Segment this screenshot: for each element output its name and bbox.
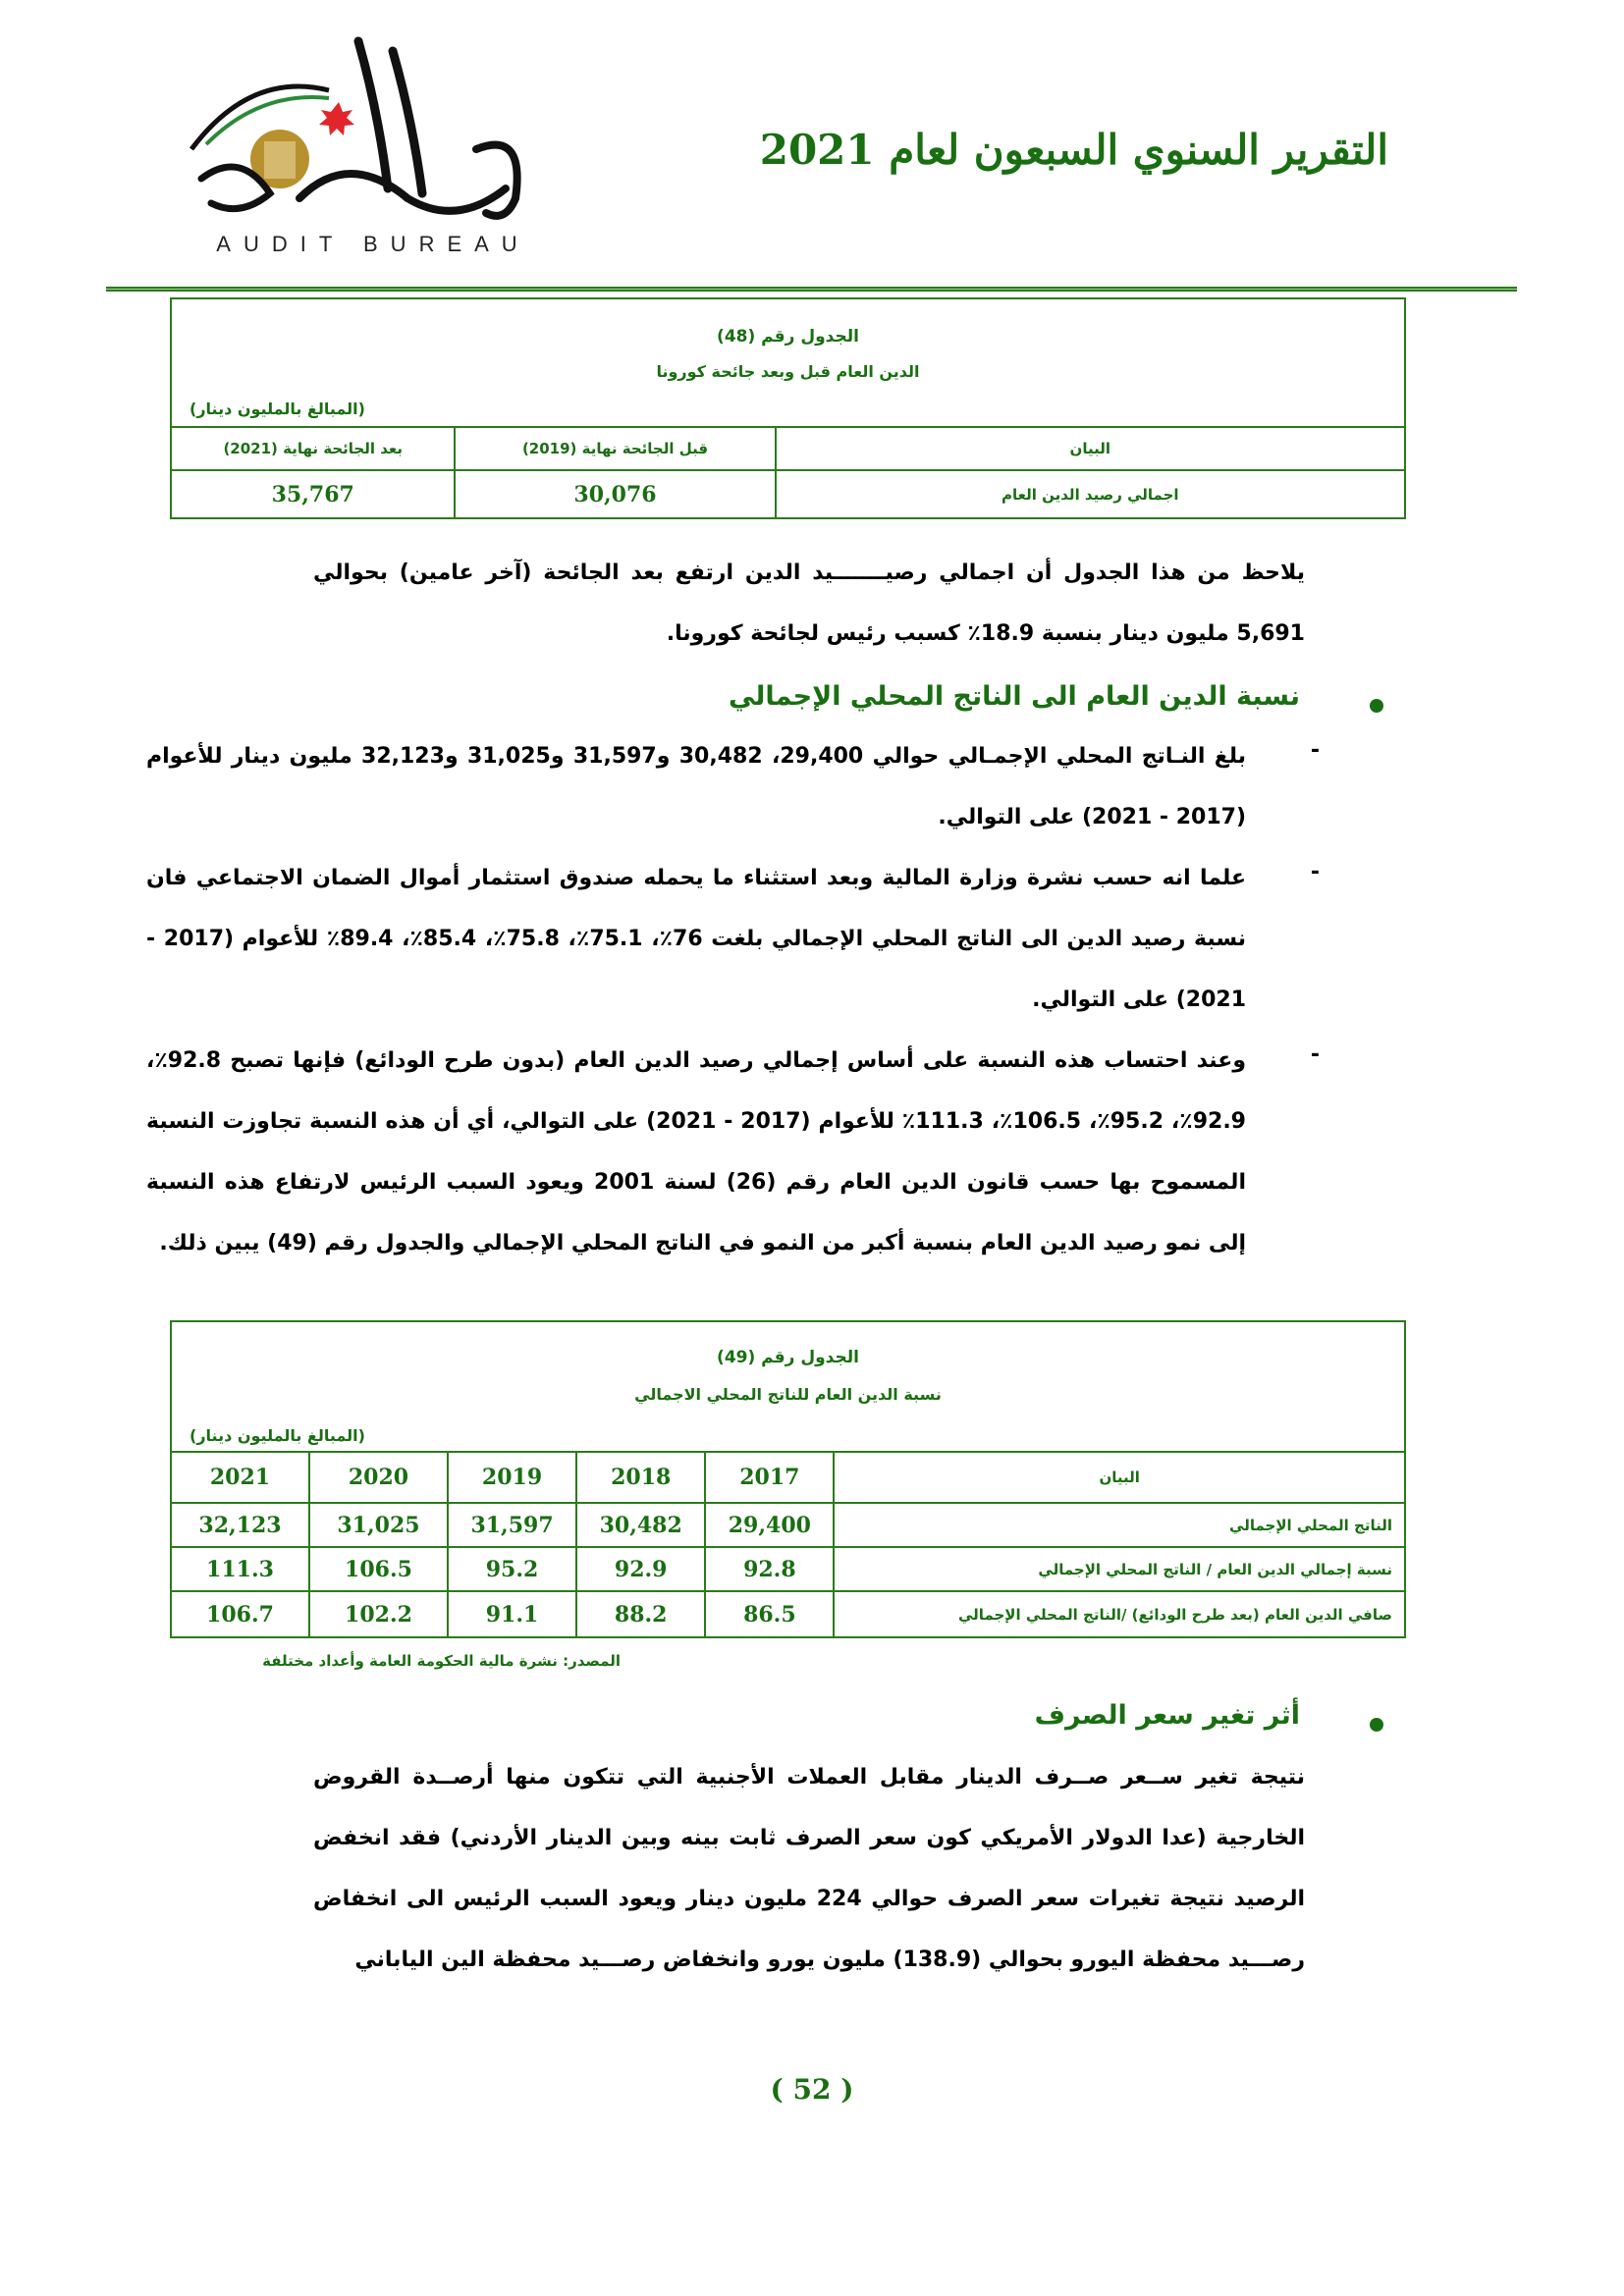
- table-49-col-2018: 2018: [576, 1452, 705, 1503]
- paragraph-exchange-rate: نتيجة تغير ســعر صــرف الدينار مقابل العملات الأجنبية التي تتكون منها أرصــدة القروض الخارجية (عدا الدولار الأمريكي كون سعر الصرف ثابت بينه وبين الدينار الأردني) فقد انخفض الرصيد نتيجة تغيرات سعر الصرف حوالي 224 مليون دينار ويعود السبب الرئيس الى انخفاض رصـــيد محفظة اليورو بحوالي (138.9) مليون يورو وانخفاض رصـــيد محفظة الين الياباني: [313, 1765, 1305, 1972]
- row-label: صافي الدين العام (بعد طرح الودائع) /الناتج المحلي الإجمالي: [834, 1591, 1405, 1637]
- table-49-unit: (المبالغ بالمليون دينار): [189, 1426, 365, 1445]
- dash-icon: -: [1310, 860, 1320, 884]
- cell-value: 30,482: [576, 1503, 705, 1547]
- cell-value: 106.5: [309, 1547, 448, 1591]
- list-item: وعند احتساب هذه النسبة على أساس إجمالي رصيد الدين العام (بدون طرح الودائع) فإنها تصبح 92.8٪، 92.9٪، 95.2٪، 106.5٪، 111.3٪ للأعوام (2017 - 2021) على التوالي، أي أن هذه النسبة تجاوزت النسبة المسموح بها حسب قانون الدين العام رقم (26) لسنة 2001 ويعود السبب الرئيس لارتفاع هذه النسبة إلى نمو رصيد الدين العام بنسبة أكبر من النمو في الناتج المحلي الإجمالي والجدول رقم (49) يبين ذلك.: [146, 1048, 1246, 1255]
- report-title: التقرير السنوي السبعون لعام 2021: [759, 126, 1388, 174]
- section-heading-exchange-rate: أثر تغير سعر الصرف: [1034, 1700, 1300, 1731]
- table-48: [170, 297, 1406, 519]
- table-49-col-2017: 2017: [705, 1452, 834, 1503]
- bullet-icon: [1370, 699, 1383, 713]
- table-49-header-row: [171, 1452, 1405, 1503]
- table-49-number: الجدول رقم (49): [717, 1348, 859, 1367]
- table-48-col-label: البيان: [776, 427, 1405, 470]
- cell-value: 95.2: [448, 1547, 576, 1591]
- list-item: علما انه حسب نشرة وزارة المالية وبعد استثناء ما يحمله صندوق استثمار أموال الضمان الاجتماعي فان نسبة رصيد الدين الى الناتج المحلي الإجمالي بلغت 76٪، 75.1٪، 75.8٪، 85.4٪، 89.4٪ للأعوام (2017 - 2021) على التوالي.: [146, 866, 1246, 1012]
- table-48-col-2019: قبل الجائحة نهاية (2019): [455, 427, 775, 470]
- table-48-col-2021: بعد الجائحة نهاية (2021): [171, 427, 455, 470]
- list-item: بلغ النـاتج المحلي الإجمـالي حوالي 29,400، 30,482 و31,597 و31,025 و32,123 مليون دينار للأعوام (2017 - 2021) على التوالي.: [146, 744, 1246, 829]
- table-49: [170, 1320, 1406, 1638]
- section-heading-debt-gdp: نسبة الدين العام الى الناتج المحلي الإجمالي: [728, 681, 1300, 712]
- cell-value: 30,076: [455, 470, 775, 518]
- cell-value: 106.7: [171, 1591, 309, 1637]
- table-49-col-2021: 2021: [171, 1452, 309, 1503]
- table-49-caption: [171, 1321, 1405, 1452]
- cell-value: 29,400: [705, 1503, 834, 1547]
- header-divider: [106, 287, 1517, 292]
- cell-value: 35,767: [171, 470, 455, 518]
- cell-value: 102.2: [309, 1591, 448, 1637]
- paragraph-debt-increase: يلاحظ من هذا الجدول أن اجمالي رصيـــــــيد الدين ارتفع بعد الجائحة (آخر عامين) بحوالي 5,691 مليون دينار بنسبة 18.9٪ كسبب رئيس لجائحة كورونا.: [313, 561, 1305, 646]
- dash-icon: -: [1310, 738, 1320, 763]
- dash-icon: -: [1310, 1042, 1320, 1067]
- audit-bureau-logo: [182, 31, 565, 257]
- cell-value: 91.1: [448, 1591, 576, 1637]
- cell-value: 31,597: [448, 1503, 576, 1547]
- page-number: ( 52 ): [770, 2073, 854, 2106]
- row-label: نسبة إجمالي الدين العام / الناتج المحلي الإجمالي: [834, 1547, 1405, 1591]
- table-49-source: المصدر: نشرة مالية الحكومة العامة وأعداد مختلفة: [262, 1652, 621, 1670]
- table-row: [171, 470, 1405, 518]
- cell-value: 92.8: [705, 1547, 834, 1591]
- cell-value: 31,025: [309, 1503, 448, 1547]
- table-49-col-2019: 2019: [448, 1452, 576, 1503]
- table-48-title: الدين العام قبل وبعد جائحة كورونا: [656, 362, 920, 381]
- table-row: [171, 1547, 1405, 1591]
- cell-value: 86.5: [705, 1591, 834, 1637]
- row-label: اجمالي رصيد الدين العام: [776, 470, 1405, 518]
- bullet-icon: [1370, 1718, 1383, 1732]
- table-row: [171, 1591, 1405, 1637]
- table-row: [171, 1503, 1405, 1547]
- cell-value: 111.3: [171, 1547, 309, 1591]
- table-49-col-2020: 2020: [309, 1452, 448, 1503]
- table-49-title: نسبة الدين العام للناتج المحلي الاجمالي: [634, 1385, 942, 1404]
- table-49-col-label: البيان: [834, 1452, 1405, 1503]
- cell-value: 32,123: [171, 1503, 309, 1547]
- row-label: الناتج المحلي الإجمالي: [834, 1503, 1405, 1547]
- table-48-header-row: [171, 427, 1405, 470]
- cell-value: 92.9: [576, 1547, 705, 1591]
- logo-caption: AUDIT BUREAU: [216, 232, 530, 256]
- cell-value: 88.2: [576, 1591, 705, 1637]
- table-48-unit: (المبالغ بالمليون دينار): [189, 400, 365, 418]
- logo-emblem-icon: [182, 31, 565, 228]
- table-48-caption: [171, 298, 1405, 427]
- table-48-number: الجدول رقم (48): [717, 327, 859, 347]
